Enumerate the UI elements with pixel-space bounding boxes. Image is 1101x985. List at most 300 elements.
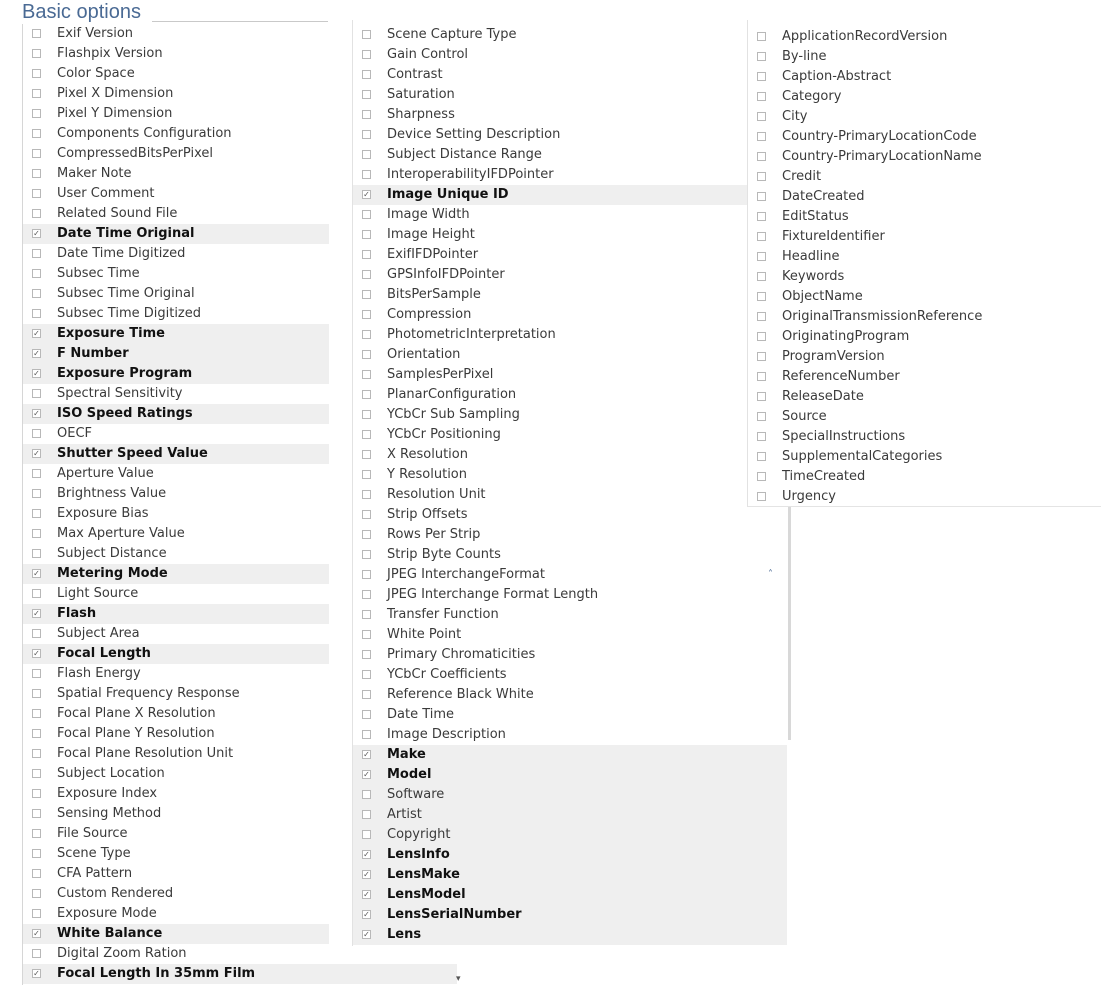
checkmark-icon: ✓ [33, 608, 40, 618]
option-checkbox[interactable] [757, 92, 766, 101]
option-row[interactable] [353, 345, 787, 365]
option-row[interactable] [353, 845, 787, 865]
option-checkbox[interactable] [757, 352, 766, 361]
option-checkbox[interactable] [362, 530, 371, 539]
option-checkbox[interactable] [362, 230, 371, 239]
checkmark-icon: ✓ [33, 968, 40, 978]
option-label: Transfer Function [387, 607, 499, 622]
option-row[interactable] [748, 207, 1101, 227]
option-checkbox[interactable] [32, 149, 41, 158]
option-checkbox[interactable] [32, 409, 41, 418]
option-checkbox[interactable] [362, 350, 371, 359]
option-label: Keywords [782, 269, 845, 284]
option-row[interactable] [748, 147, 1101, 167]
option-checkbox[interactable] [32, 449, 41, 458]
option-row[interactable] [748, 307, 1101, 327]
option-label: LensSerialNumber [387, 907, 522, 922]
option-checkbox[interactable] [32, 869, 41, 878]
option-label: JPEG Interchange Format Length [387, 587, 599, 602]
option-row[interactable] [23, 344, 329, 364]
option-label: Y Resolution [387, 467, 467, 482]
checkmark-icon: ✓ [33, 228, 40, 238]
option-row[interactable] [748, 487, 1101, 507]
option-checkbox[interactable] [362, 890, 371, 899]
option-checkbox[interactable] [32, 529, 41, 538]
option-row[interactable] [23, 324, 329, 344]
option-label: Focal Length [57, 646, 151, 661]
option-row[interactable] [23, 404, 329, 424]
option-checkbox[interactable] [362, 170, 371, 179]
option-row[interactable] [23, 924, 329, 944]
option-checkbox[interactable] [362, 610, 371, 619]
option-checkbox[interactable] [362, 150, 371, 159]
option-label: Source [782, 409, 827, 424]
option-checkbox[interactable] [362, 490, 371, 499]
option-label: Exposure Time [57, 326, 165, 341]
option-label: F Number [57, 346, 129, 361]
option-row[interactable] [353, 45, 787, 65]
option-row[interactable] [353, 385, 787, 405]
option-label: LensInfo [387, 847, 450, 862]
option-checkbox[interactable] [362, 790, 371, 799]
option-label: Flash [57, 606, 97, 621]
option-row[interactable] [23, 944, 457, 964]
option-checkbox[interactable] [362, 730, 371, 739]
option-checkbox[interactable] [32, 549, 41, 558]
option-checkbox[interactable] [362, 550, 371, 559]
checkmark-icon: ✓ [33, 348, 40, 358]
option-row[interactable] [23, 564, 329, 584]
option-checkbox[interactable] [362, 90, 371, 99]
option-label: ISO Speed Ratings [57, 406, 193, 421]
option-checkbox[interactable] [362, 770, 371, 779]
option-checkbox[interactable] [32, 489, 41, 498]
option-checkbox[interactable] [362, 410, 371, 419]
option-row[interactable] [748, 87, 1101, 107]
option-label: Primary Chromaticities [387, 647, 536, 662]
option-checkbox[interactable] [362, 810, 371, 819]
option-checkbox[interactable] [757, 152, 766, 161]
option-checkbox[interactable] [32, 709, 41, 718]
option-label: Exposure Index [57, 786, 158, 801]
option-row[interactable] [748, 447, 1101, 467]
option-row[interactable] [353, 605, 787, 625]
option-row[interactable] [353, 285, 787, 305]
option-row[interactable] [748, 67, 1101, 87]
option-row[interactable] [353, 685, 787, 705]
option-checkbox[interactable] [362, 710, 371, 719]
checkmark-icon: ✓ [33, 448, 40, 458]
option-checkbox[interactable] [757, 392, 766, 401]
option-label: PhotometricInterpretation [387, 327, 556, 342]
option-row[interactable] [353, 805, 787, 825]
option-checkbox[interactable] [32, 169, 41, 178]
option-label: EditStatus [782, 209, 849, 224]
option-row[interactable] [353, 165, 787, 185]
option-label: Country-PrimaryLocationName [782, 149, 982, 164]
option-checkbox[interactable] [757, 72, 766, 81]
option-checkbox[interactable] [757, 132, 766, 141]
option-label: Shutter Speed Value [57, 446, 208, 461]
option-label: Flash Energy [57, 666, 141, 681]
option-checkbox[interactable] [362, 310, 371, 319]
option-label: Aperture Value [57, 466, 154, 481]
option-checkbox[interactable] [32, 229, 41, 238]
option-row[interactable] [353, 765, 787, 785]
option-row[interactable] [353, 225, 787, 245]
option-label: SupplementalCategories [782, 449, 943, 464]
option-checkbox[interactable] [32, 829, 41, 838]
option-row[interactable] [353, 785, 787, 805]
option-label: Artist [387, 807, 422, 822]
option-checkbox[interactable] [362, 850, 371, 859]
option-row[interactable] [353, 585, 787, 605]
iptc-options-panel[interactable] [747, 20, 1101, 507]
option-checkbox[interactable] [757, 372, 766, 381]
option-label: Digital Zoom Ration [57, 946, 187, 961]
option-checkbox[interactable] [32, 569, 41, 578]
option-label: Country-PrimaryLocationCode [782, 129, 977, 144]
option-checkbox[interactable] [32, 369, 41, 378]
option-row[interactable] [23, 964, 457, 984]
option-row[interactable] [353, 445, 787, 465]
option-checkbox[interactable] [32, 609, 41, 618]
option-checkbox[interactable] [757, 472, 766, 481]
option-row[interactable] [353, 465, 787, 485]
option-checkbox[interactable] [32, 809, 41, 818]
option-row[interactable] [748, 367, 1101, 387]
option-checkbox[interactable] [757, 412, 766, 421]
page-title: Basic options [22, 1, 141, 23]
option-checkbox[interactable] [32, 429, 41, 438]
option-checkbox[interactable] [362, 630, 371, 639]
option-checkbox[interactable] [757, 32, 766, 41]
option-checkbox[interactable] [757, 492, 766, 501]
option-row[interactable] [353, 665, 787, 685]
option-checkbox[interactable] [32, 129, 41, 138]
option-row[interactable] [748, 227, 1101, 247]
option-checkbox[interactable] [32, 29, 41, 38]
option-label: FixtureIdentifier [782, 229, 885, 244]
option-label: Subject Area [57, 626, 140, 641]
option-row[interactable] [353, 885, 787, 905]
option-row[interactable] [353, 105, 787, 125]
option-checkbox[interactable] [362, 390, 371, 399]
option-checkbox[interactable] [32, 69, 41, 78]
option-checkbox[interactable] [362, 250, 371, 259]
option-row[interactable] [23, 224, 329, 244]
option-checkbox[interactable] [362, 470, 371, 479]
option-row[interactable] [353, 505, 787, 525]
option-row[interactable] [353, 645, 787, 665]
option-row[interactable] [353, 925, 787, 945]
option-row[interactable] [748, 287, 1101, 307]
option-checkbox[interactable] [32, 749, 41, 758]
option-label: Lens [387, 927, 422, 942]
option-row[interactable] [748, 247, 1101, 267]
option-label: Brightness Value [57, 486, 167, 501]
option-label: Components Configuration [57, 126, 232, 141]
checkmark-icon: ✓ [33, 928, 40, 938]
option-checkbox[interactable] [362, 50, 371, 59]
option-checkbox[interactable] [32, 269, 41, 278]
option-checkbox[interactable] [362, 590, 371, 599]
tiff-options-panel[interactable] [352, 20, 793, 946]
option-checkbox[interactable] [362, 450, 371, 459]
option-checkbox[interactable] [32, 969, 41, 978]
option-label: Subsec Time Original [57, 286, 195, 301]
checkmark-icon: ✓ [363, 189, 370, 199]
option-checkbox[interactable] [362, 330, 371, 339]
option-row[interactable] [353, 85, 787, 105]
option-label: Reference Black White [387, 687, 534, 702]
option-label: OriginatingProgram [782, 329, 910, 344]
option-checkbox[interactable] [757, 52, 766, 61]
option-row[interactable] [748, 387, 1101, 407]
option-row[interactable] [23, 604, 329, 624]
option-checkbox[interactable] [362, 30, 371, 39]
option-label: Exposure Bias [57, 506, 149, 521]
option-checkbox[interactable] [32, 889, 41, 898]
option-label: Flashpix Version [57, 46, 163, 61]
option-label: OECF [57, 426, 93, 441]
option-label: Maker Note [57, 166, 132, 181]
option-label: Focal Plane Resolution Unit [57, 746, 234, 761]
option-checkbox[interactable] [362, 830, 371, 839]
option-row[interactable] [748, 347, 1101, 367]
option-checkbox[interactable] [362, 930, 371, 939]
option-checkbox[interactable] [32, 649, 41, 658]
option-checkbox[interactable] [362, 670, 371, 679]
option-checkbox[interactable] [362, 910, 371, 919]
option-checkbox[interactable] [362, 370, 371, 379]
option-checkbox[interactable] [32, 109, 41, 118]
option-checkbox[interactable] [32, 949, 41, 958]
option-row[interactable] [23, 444, 329, 464]
option-row[interactable] [748, 127, 1101, 147]
option-checkbox[interactable] [757, 312, 766, 321]
option-row[interactable] [353, 25, 787, 45]
option-checkbox[interactable] [32, 309, 41, 318]
option-row[interactable] [353, 705, 787, 725]
option-label: Image Unique ID [387, 187, 509, 202]
option-row[interactable] [353, 865, 787, 885]
option-row[interactable] [353, 565, 787, 585]
option-checkbox[interactable] [757, 232, 766, 241]
option-checkbox[interactable] [757, 112, 766, 121]
option-row[interactable] [353, 325, 787, 345]
option-row[interactable] [353, 745, 787, 765]
option-label: SamplesPerPixel [387, 367, 494, 382]
option-row[interactable] [748, 267, 1101, 287]
option-checkbox[interactable] [757, 292, 766, 301]
option-row[interactable] [353, 485, 787, 505]
option-label: Date Time [387, 707, 455, 722]
option-checkbox[interactable] [32, 249, 41, 258]
option-row[interactable] [748, 427, 1101, 447]
option-label: Spatial Frequency Response [57, 686, 240, 701]
option-checkbox[interactable] [32, 469, 41, 478]
option-label: Image Height [387, 227, 475, 242]
scroll-down-arrow-icon[interactable]: ▾ [456, 974, 461, 984]
option-checkbox[interactable] [362, 510, 371, 519]
option-label: Exif Version [57, 26, 134, 41]
option-checkbox[interactable] [362, 690, 371, 699]
option-label: Custom Rendered [57, 886, 174, 901]
option-label: CompressedBitsPerPixel [57, 146, 213, 161]
option-checkbox[interactable] [757, 172, 766, 181]
option-checkbox[interactable] [32, 729, 41, 738]
option-checkbox[interactable] [32, 49, 41, 58]
option-row[interactable] [353, 425, 787, 445]
option-row[interactable] [748, 327, 1101, 347]
option-checkbox[interactable] [362, 290, 371, 299]
option-checkbox[interactable] [362, 270, 371, 279]
option-row[interactable] [748, 187, 1101, 207]
option-checkbox[interactable] [32, 669, 41, 678]
option-row[interactable] [353, 545, 787, 565]
option-label: Model [387, 767, 432, 782]
option-checkbox[interactable] [32, 189, 41, 198]
option-checkbox[interactable] [32, 389, 41, 398]
option-label: ObjectName [782, 289, 863, 304]
option-label: Focal Length In 35mm Film [57, 966, 256, 981]
checkmark-icon: ✓ [33, 368, 40, 378]
tiff-options-list [353, 25, 793, 945]
option-label: ApplicationRecordVersion [782, 29, 948, 44]
option-label: TimeCreated [782, 469, 866, 484]
option-label: YCbCr Coefficients [387, 667, 507, 682]
option-row[interactable] [353, 905, 787, 925]
option-row[interactable] [353, 305, 787, 325]
option-row[interactable] [353, 825, 787, 845]
option-checkbox[interactable] [32, 849, 41, 858]
option-label: Strip Offsets [387, 507, 468, 522]
title-divider [152, 21, 328, 22]
option-row[interactable] [353, 525, 787, 545]
option-label: Contrast [387, 67, 443, 82]
option-checkbox[interactable] [362, 70, 371, 79]
option-label: OriginalTransmissionReference [782, 309, 983, 324]
option-label: Subsec Time Digitized [57, 306, 202, 321]
checkmark-icon: ✓ [33, 648, 40, 658]
option-label: Exposure Mode [57, 906, 157, 921]
option-label: Focal Plane X Resolution [57, 706, 216, 721]
option-label: Date Time Digitized [57, 246, 186, 261]
option-label: YCbCr Positioning [387, 427, 501, 442]
option-checkbox[interactable] [362, 870, 371, 879]
option-label: Subject Distance [57, 546, 167, 561]
option-row[interactable] [353, 205, 787, 225]
option-checkbox[interactable] [757, 272, 766, 281]
option-checkbox[interactable] [32, 589, 41, 598]
option-row[interactable] [748, 407, 1101, 427]
option-label: User Comment [57, 186, 155, 201]
option-row[interactable] [353, 365, 787, 385]
option-checkbox[interactable] [32, 929, 41, 938]
option-row[interactable] [353, 245, 787, 265]
checkmark-icon: ✓ [363, 929, 370, 939]
option-checkbox[interactable] [32, 289, 41, 298]
option-row[interactable] [353, 185, 787, 205]
option-row[interactable] [748, 27, 1101, 47]
option-row[interactable] [748, 107, 1101, 127]
option-label: BitsPerSample [387, 287, 481, 302]
checkmark-icon: ✓ [363, 869, 370, 879]
option-row[interactable] [353, 145, 787, 165]
option-checkbox[interactable] [32, 89, 41, 98]
checkmark-icon: ✓ [363, 909, 370, 919]
option-label: Caption-Abstract [782, 69, 892, 84]
option-row[interactable] [353, 65, 787, 85]
option-label: LensMake [387, 867, 460, 882]
option-label: Image Description [387, 727, 506, 742]
checkmark-icon: ✓ [33, 568, 40, 578]
option-row[interactable] [23, 644, 329, 664]
chevron-up-icon[interactable]: ˄ [768, 569, 773, 580]
option-checkbox[interactable] [757, 192, 766, 201]
option-checkbox[interactable] [362, 650, 371, 659]
option-row[interactable] [748, 167, 1101, 187]
option-checkbox[interactable] [757, 252, 766, 261]
option-checkbox[interactable] [362, 210, 371, 219]
option-checkbox[interactable] [32, 349, 41, 358]
option-checkbox[interactable] [757, 452, 766, 461]
option-label: Max Aperture Value [57, 526, 185, 541]
option-checkbox[interactable] [362, 130, 371, 139]
option-label: LensModel [387, 887, 466, 902]
option-checkbox[interactable] [32, 769, 41, 778]
option-label: CFA Pattern [57, 866, 133, 881]
option-label: ReferenceNumber [782, 369, 900, 384]
option-label: White Balance [57, 926, 163, 941]
option-checkbox[interactable] [757, 212, 766, 221]
option-checkbox[interactable] [362, 190, 371, 199]
option-checkbox[interactable] [32, 509, 41, 518]
option-label: X Resolution [387, 447, 468, 462]
option-label: Pixel X Dimension [57, 86, 174, 101]
option-checkbox[interactable] [32, 329, 41, 338]
option-checkbox[interactable] [32, 689, 41, 698]
option-label: SpecialInstructions [782, 429, 906, 444]
option-row[interactable] [748, 47, 1101, 67]
option-checkbox[interactable] [757, 332, 766, 341]
option-label: Compression [387, 307, 472, 322]
option-label: Sensing Method [57, 806, 162, 821]
option-row[interactable] [353, 625, 787, 645]
option-checkbox[interactable] [32, 629, 41, 638]
option-label: Copyright [387, 827, 451, 842]
option-checkbox[interactable] [362, 430, 371, 439]
option-checkbox[interactable] [32, 789, 41, 798]
option-checkbox[interactable] [362, 750, 371, 759]
option-checkbox[interactable] [32, 209, 41, 218]
option-row[interactable] [748, 467, 1101, 487]
option-row[interactable] [353, 125, 787, 145]
option-label: File Source [57, 826, 128, 841]
option-checkbox[interactable] [362, 570, 371, 579]
option-label: Rows Per Strip [387, 527, 481, 542]
option-checkbox[interactable] [32, 909, 41, 918]
option-label: Spectral Sensitivity [57, 386, 183, 401]
option-row[interactable] [353, 265, 787, 285]
option-row[interactable] [23, 364, 329, 384]
option-checkbox[interactable] [362, 110, 371, 119]
option-row[interactable] [353, 405, 787, 425]
option-row[interactable] [353, 725, 787, 745]
option-checkbox[interactable] [757, 432, 766, 441]
option-label: ReleaseDate [782, 389, 864, 404]
